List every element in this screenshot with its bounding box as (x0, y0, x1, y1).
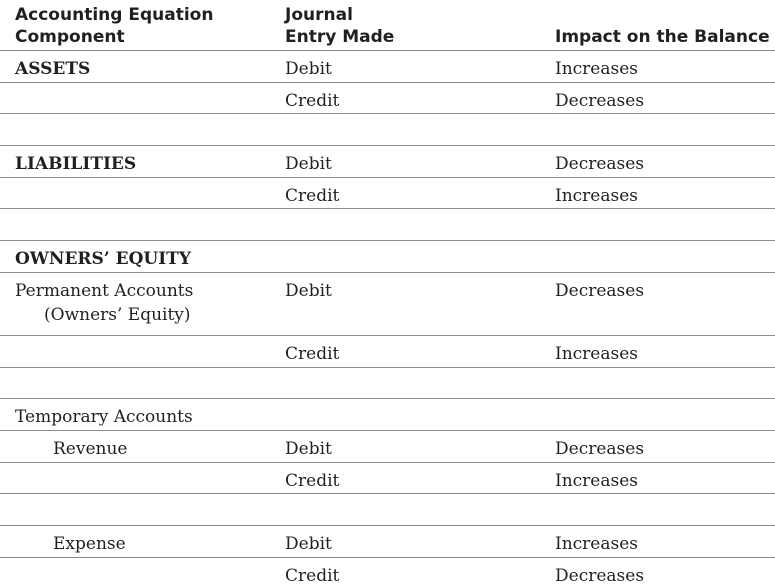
table-body (0, 50, 775, 588)
component-cell: Expense (53, 533, 126, 554)
component-cell (15, 279, 193, 327)
table-row (0, 145, 775, 177)
spacer-row (0, 113, 775, 145)
entry-cell: Credit (285, 565, 340, 586)
component-line1: Permanent Accounts (15, 280, 194, 301)
header-impact (555, 26, 770, 48)
table-row (0, 272, 775, 335)
entry-cell: Credit (285, 343, 340, 364)
component-cell: OWNERS’ EQUITY (15, 249, 191, 270)
header-component (15, 4, 213, 48)
table-row (0, 240, 775, 272)
header-journal-entry (285, 4, 394, 48)
spacer-row (0, 367, 775, 399)
table-row (0, 525, 775, 557)
entry-cell: Debit (285, 438, 332, 459)
spacer-row (0, 493, 775, 525)
impact-cell: Increases (555, 343, 639, 364)
impact-cell: Decreases (555, 90, 645, 111)
table-row (0, 430, 775, 462)
table-row (0, 177, 775, 209)
impact-cell: Increases (555, 59, 639, 79)
header-journal-line1: Journal (285, 5, 353, 25)
table-row (0, 335, 775, 367)
impact-cell: Decreases (555, 154, 645, 175)
entry-cell: Credit (285, 185, 340, 206)
table-row (0, 462, 775, 494)
header-component-line1: Accounting Equation (15, 5, 214, 25)
header-impact-label: Impact on the Balance (555, 27, 770, 47)
component-cell: LIABILITIES (15, 154, 137, 175)
entry-cell: Debit (285, 533, 332, 554)
entry-cell: Debit (285, 154, 332, 175)
entry-cell: Debit (285, 59, 332, 79)
header-component-line2: Component (15, 27, 125, 47)
impact-cell: Decreases (555, 438, 645, 459)
impact-cell: Increases (555, 470, 639, 491)
table-row (0, 557, 775, 588)
entry-cell: Credit (285, 470, 340, 491)
component-cell: ASSETS (15, 59, 91, 79)
impact-cell: Increases (555, 533, 639, 554)
component-line2: (Owners’ Equity) (44, 304, 191, 325)
impact-cell: Decreases (555, 280, 645, 301)
spacer-row (0, 208, 775, 240)
table-row (0, 398, 775, 430)
impact-cell: Increases (555, 185, 639, 206)
header-journal-line2: Entry Made (285, 27, 395, 47)
table-row (0, 50, 775, 82)
component-cell: Temporary Accounts (15, 407, 193, 428)
entry-cell: Debit (285, 280, 332, 301)
component-cell: Revenue (53, 438, 128, 459)
entry-cell: Credit (285, 90, 340, 111)
table-row (0, 82, 775, 114)
impact-cell: Decreases (555, 565, 645, 586)
